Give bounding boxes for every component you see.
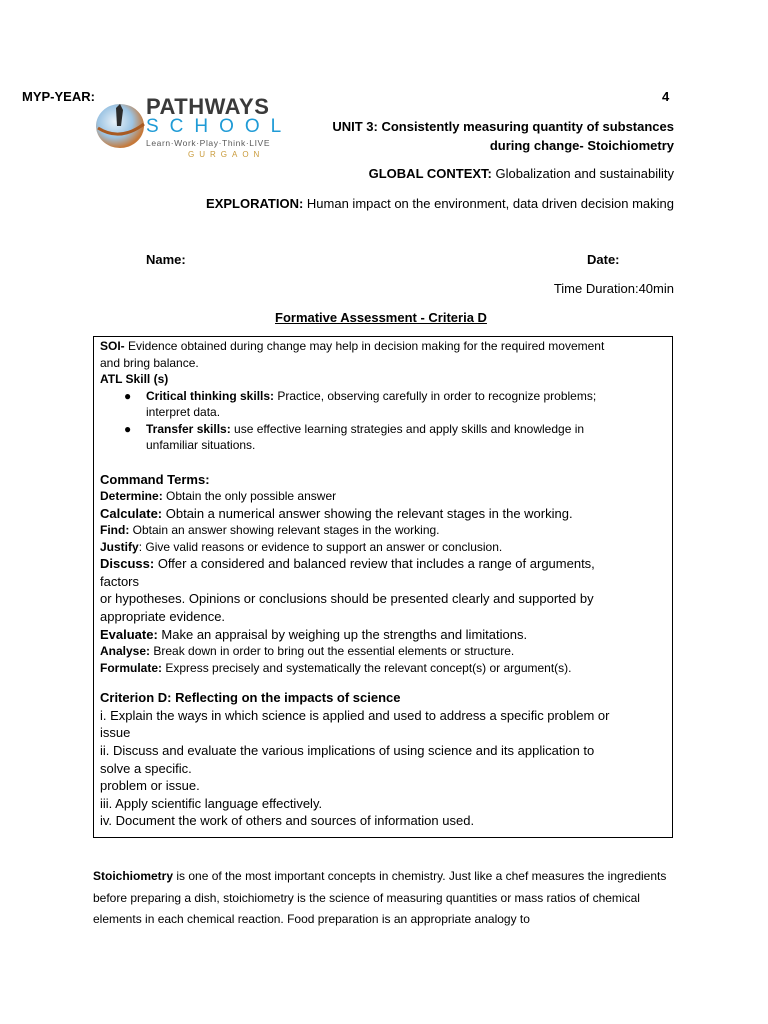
criterion-ii: ii. Discuss and evaluate the various implications of using science and its application to (100, 742, 595, 758)
command-terms-label: Command Terms: (100, 471, 210, 487)
evaluate-line (100, 626, 666, 644)
global-context (214, 166, 674, 181)
soi-line (100, 338, 666, 355)
formulate-label: Formulate: (100, 660, 163, 675)
exploration (74, 196, 674, 211)
stoichiometry-paragraph (93, 866, 675, 931)
analyse-label: Analyse: (100, 644, 151, 659)
logo-city: GURGAON (188, 150, 265, 159)
year-number: 4 (662, 89, 670, 104)
atl-label: ATL Skill (s) (100, 372, 169, 386)
discuss-line-3: or hypotheses. Opinions or conclusions should be presented clearly and supported by (100, 591, 594, 607)
criterion-title: Criterion D: Reflecting on the impacts of science (100, 690, 401, 706)
date-label: Date: (587, 252, 620, 267)
criterion-ii-3: problem or issue. (100, 778, 200, 794)
assessment-title: Formative Assessment - Criteria D (275, 310, 487, 325)
transfer-label: Transfer skills: (146, 421, 231, 436)
transfer-text-2: unfamiliar situations. (146, 438, 256, 452)
calculate-text: Obtain a numerical answer showing the relevant stages in the working. (162, 505, 573, 521)
name-label: Name: (146, 252, 186, 267)
criterion-i: i. Explain the ways in which science is applied and used to address a specific problem or (100, 707, 610, 723)
unit-title-line1: UNIT 3: Consistently measuring quantity of substances (332, 119, 674, 134)
globe-icon (94, 98, 146, 150)
analyse-line (100, 643, 666, 660)
discuss-line-2: factors (100, 573, 140, 589)
myp-year-label: MYP-YEAR: (22, 89, 95, 104)
bullet-icon: ● (124, 421, 132, 436)
global-context-value: Globalization and sustainability (491, 166, 674, 181)
exploration-label: EXPLORATION: (206, 196, 304, 211)
critical-label: Critical thinking skills: (146, 388, 275, 403)
discuss-line (100, 555, 666, 573)
logo-school-text: SCHOOL (146, 116, 293, 137)
find-line (100, 522, 666, 539)
soi-label: SOI- (100, 339, 125, 353)
assessment-info-box (93, 336, 673, 838)
discuss-text: Offer a considered and balanced review that includes a range of arguments, (154, 556, 595, 572)
discuss-line-4: appropriate evidence. (100, 608, 226, 624)
find-text: Obtain an answer showing relevant stages in the working. (129, 523, 440, 538)
transfer-text: use effective learning strategies and apply skills and knowledge in (230, 421, 585, 436)
calculate-line (100, 505, 666, 523)
criterion-ii-2: solve a specific. (100, 760, 192, 776)
unit-title-line2: during change- Stoichiometry (489, 138, 674, 153)
evaluate-text: Make an appraisal by weighing up the strengths and limitations. (157, 626, 528, 642)
list-item (124, 421, 666, 454)
discuss-label: Discuss: (100, 556, 155, 572)
criterion-i-2: issue (100, 725, 131, 741)
calculate-label: Calculate: (100, 505, 163, 521)
exploration-value: Human impact on the environment, data driven decision making (303, 196, 674, 211)
analyse-text: Break down in order to bring out the essential elements or structure. (150, 644, 515, 659)
bullet-icon: ● (124, 388, 132, 403)
global-context-label: GLOBAL CONTEXT: (368, 166, 492, 181)
list-item (124, 388, 666, 421)
justify-label: Justify (100, 539, 139, 554)
logo-wordmark: PATHWAYS (146, 94, 270, 119)
justify-line (100, 539, 666, 556)
stoichiometry-term: Stoichiometry (93, 869, 174, 883)
critical-text: Practice, observing carefully in order to recognize problems; (274, 388, 597, 403)
soi-text: Evidence obtained during change may help in decision making for the required movement (124, 339, 605, 353)
determine-line (100, 488, 666, 505)
critical-text-2: interpret data. (146, 405, 221, 419)
atl-skills-list (100, 388, 666, 454)
find-label: Find: (100, 523, 130, 538)
evaluate-label: Evaluate: (100, 626, 158, 642)
criterion-iii: iii. Apply scientific language effectively. (100, 795, 323, 811)
stoichiometry-text: is one of the most important concepts in chemistry. Just like a chef measures the ingredients before preparing a dish, stoichiometry is the science of measuring quantities or mass ratios of chemical elements in each chemical reaction. Food preparation is an appropriate analogy to (93, 869, 667, 926)
determine-text: Obtain the only possible answer (162, 489, 337, 504)
formulate-line (100, 660, 666, 677)
soi-line-2: and bring balance. (100, 355, 199, 370)
justify-text: : Give valid reasons or evidence to support an answer or conclusion. (138, 539, 503, 554)
logo-tagline: Learn·Work·Play·Think·LIVE (146, 138, 271, 148)
criterion-iv: iv. Document the work of others and sources of information used. (100, 813, 475, 829)
formulate-text: Express precisely and systematically the relevant concept(s) or argument(s). (162, 660, 572, 675)
time-duration: Time Duration:40min (553, 281, 674, 296)
determine-label: Determine: (100, 489, 163, 504)
